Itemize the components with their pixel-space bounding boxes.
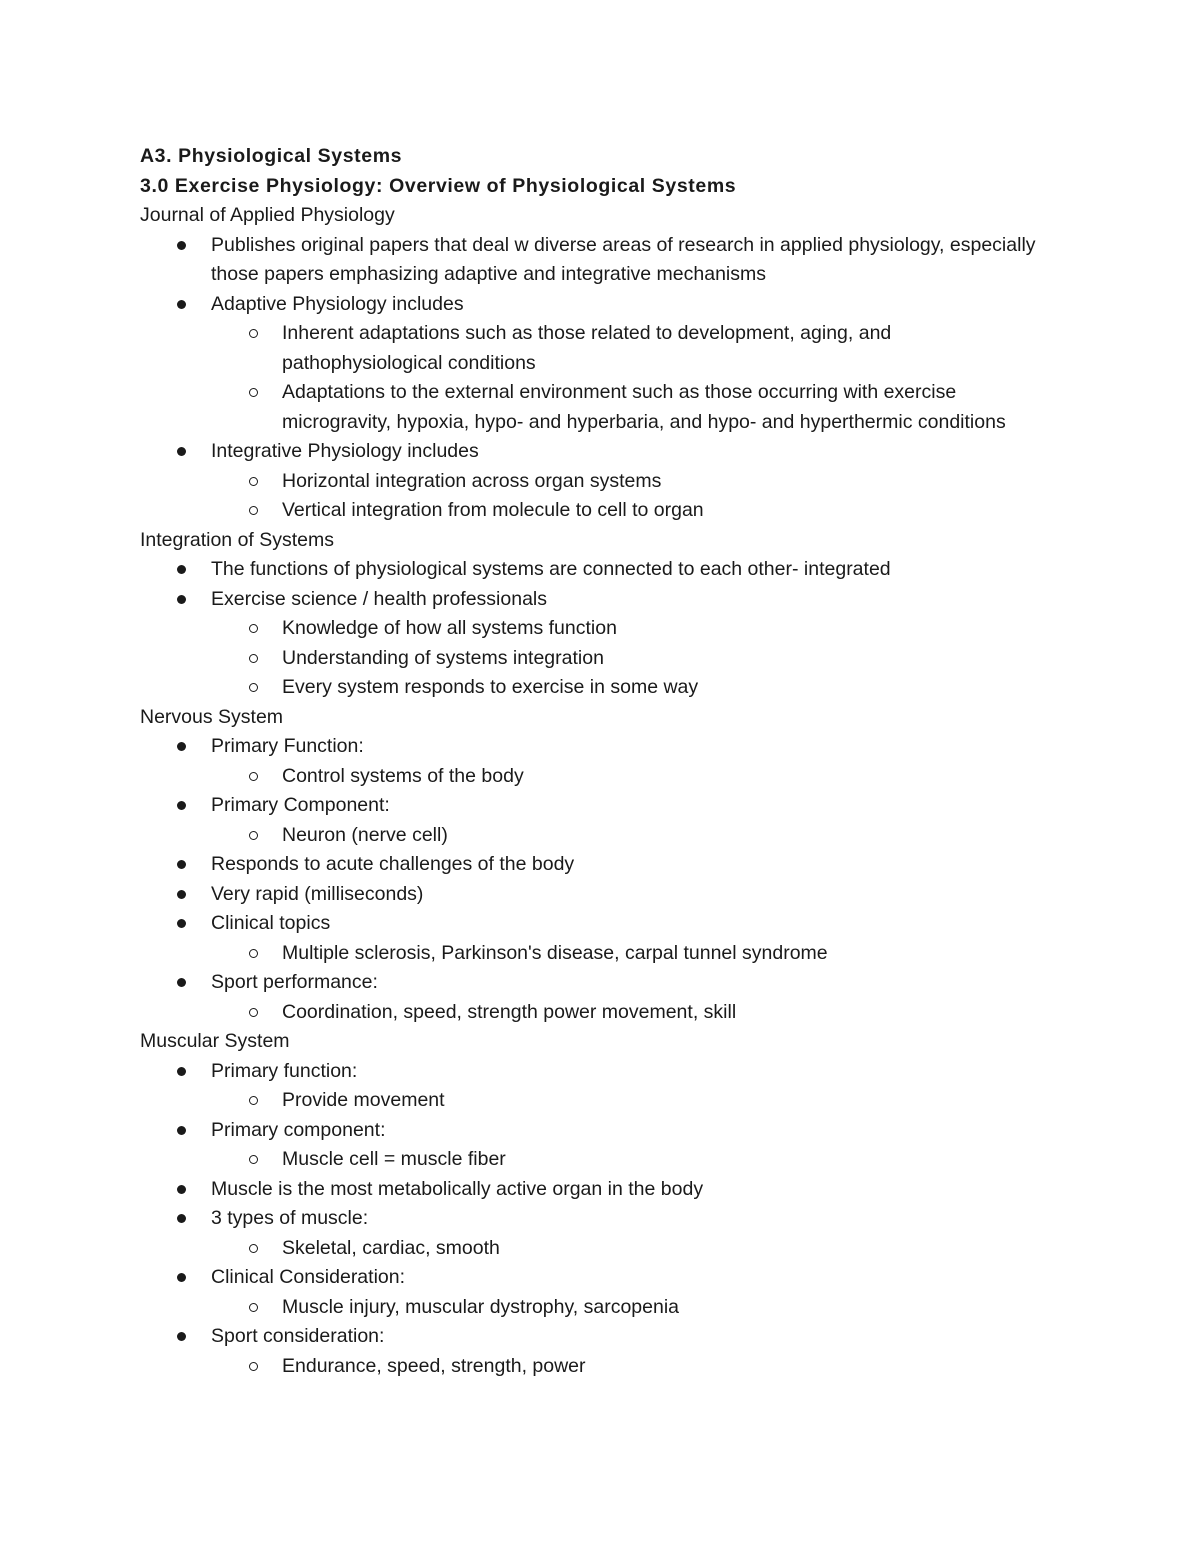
bullet-list [140, 1057, 1040, 1382]
sub-bullet-icon [249, 1234, 258, 1253]
sub-list-item-text: Endurance, speed, strength, power [282, 1354, 586, 1377]
sub-list-item [140, 1234, 1040, 1264]
sub-list-item [140, 1145, 1040, 1175]
sub-list-item [140, 1293, 1040, 1323]
list-item [140, 290, 1040, 320]
list-item-text: Primary Function: [211, 735, 364, 757]
sub-bullet-icon [249, 673, 258, 692]
list-item-text: Clinical Consideration: [211, 1266, 406, 1288]
list-item [140, 1263, 1040, 1293]
list-item-text: Primary Component: [211, 794, 390, 816]
bullet-icon [177, 791, 186, 810]
list-item-text: Sport consideration: [211, 1325, 385, 1347]
sub-list-item [140, 467, 1040, 497]
filled-circle-icon [177, 801, 186, 810]
hollow-circle-icon [249, 388, 258, 397]
list-item-text: The functions of physiological systems are connected to each other- integrated [211, 558, 891, 580]
sub-list-item-text: Provide movement [282, 1089, 445, 1111]
hollow-circle-icon [249, 624, 258, 633]
sub-bullet-icon [249, 1086, 258, 1105]
bullet-icon [177, 909, 186, 928]
bullet-icon [177, 437, 186, 456]
sub-list-item [140, 762, 1040, 792]
sub-bullet-icon [249, 939, 258, 958]
sub-bullet-icon [249, 467, 258, 486]
filled-circle-icon [177, 1067, 186, 1076]
bullet-list [140, 555, 1040, 703]
section-heading: Nervous System [140, 705, 284, 728]
list-item [140, 732, 1040, 762]
sub-list-item-text: Skeletal, cardiac, smooth [282, 1236, 500, 1259]
sub-list-item [140, 644, 1040, 674]
filled-circle-icon [177, 919, 186, 928]
sub-list-item-text: Muscle cell = muscle fiber [282, 1148, 506, 1170]
sub-list-item-text: Coordination, speed, strength power movement, skill [282, 1000, 737, 1023]
sub-list-item [140, 496, 1040, 526]
sub-list-item [140, 673, 1040, 703]
hollow-circle-icon [249, 1155, 258, 1164]
list-item-text: 3 types of muscle: [211, 1207, 369, 1229]
sub-list-item [140, 939, 1040, 969]
list-item-text: Publishes original papers that deal w diverse areas of research in applied physiology, especially those papers emphasizing adaptive and integrative mechanisms [211, 233, 1036, 285]
document-body [140, 141, 1040, 1381]
list-item-text: Adaptive Physiology includes [211, 292, 464, 315]
list-item-text: Exercise science / health professionals [211, 587, 548, 610]
sub-list-item-text: Neuron (nerve cell) [282, 823, 448, 846]
list-item [140, 909, 1040, 939]
filled-circle-icon [177, 595, 186, 604]
list-item [140, 1116, 1040, 1146]
section-heading: Journal of Applied Physiology [140, 204, 395, 226]
bullet-icon [177, 1204, 186, 1223]
sub-bullet-icon [249, 1293, 258, 1312]
bullet-icon [177, 1322, 186, 1341]
sub-bullet-icon [249, 762, 258, 781]
sub-bullet-icon [249, 1145, 258, 1164]
sub-list-item [140, 1352, 1040, 1382]
list-item [140, 555, 1040, 585]
hollow-circle-icon [249, 477, 258, 486]
filled-circle-icon [177, 978, 186, 987]
bullet-icon [177, 1175, 186, 1194]
sub-bullet-icon [249, 496, 258, 515]
document-title: A3. Physiological Systems [140, 145, 403, 167]
sub-bullet-icon [249, 614, 258, 633]
list-item-text: Primary component: [211, 1118, 386, 1141]
sub-list-item [140, 378, 1040, 437]
sub-bullet-icon [249, 319, 258, 338]
sub-list-item [140, 821, 1040, 851]
list-item [140, 437, 1040, 467]
hollow-circle-icon [249, 1096, 258, 1105]
sub-list-item-text: Knowledge of how all systems function [282, 617, 617, 639]
hollow-circle-icon [249, 654, 258, 663]
sub-bullet-icon [249, 998, 258, 1017]
list-item-text: Very rapid (milliseconds) [211, 882, 424, 905]
sub-bullet-icon [249, 644, 258, 663]
sub-list-item-text: Adaptations to the external environment such as those occurring with exercise microgravity, hypoxia, hypo- and hyperbaria, and hypo- and hyperthermic conditions [282, 381, 1006, 433]
hollow-circle-icon [249, 1244, 258, 1253]
filled-circle-icon [177, 890, 186, 899]
list-item [140, 791, 1040, 821]
filled-circle-icon [177, 1185, 186, 1194]
sub-list-item-text: Vertical integration from molecule to cell to organ [282, 499, 704, 521]
list-item [140, 231, 1040, 290]
hollow-circle-icon [249, 1303, 258, 1312]
list-item [140, 968, 1040, 998]
sub-bullet-icon [249, 378, 258, 397]
hollow-circle-icon [249, 831, 258, 840]
bullet-icon [177, 1057, 186, 1076]
hollow-circle-icon [249, 506, 258, 515]
sub-list-item-text: Muscle injury, muscular dystrophy, sarcopenia [282, 1295, 680, 1318]
filled-circle-icon [177, 300, 186, 309]
hollow-circle-icon [249, 329, 258, 338]
sub-list-item [140, 319, 1040, 378]
hollow-circle-icon [249, 1362, 258, 1371]
document-subtitle: 3.0 Exercise Physiology: Overview of Physiological Systems [140, 175, 737, 197]
list-item [140, 1204, 1040, 1234]
filled-circle-icon [177, 1214, 186, 1223]
sub-list-item [140, 614, 1040, 644]
list-item-text: Integrative Physiology includes [211, 440, 479, 462]
bullet-list [140, 732, 1040, 1027]
list-item [140, 1175, 1040, 1205]
bullet-icon [177, 585, 186, 604]
filled-circle-icon [177, 742, 186, 751]
sub-list-item-text: Understanding of systems integration [282, 646, 604, 669]
sub-list-item-text: Inherent adaptations such as those related to development, aging, and pathophysiological conditions [282, 322, 892, 374]
hollow-circle-icon [249, 772, 258, 781]
bullet-list [140, 231, 1040, 526]
hollow-circle-icon [249, 683, 258, 692]
bullet-icon [177, 880, 186, 899]
filled-circle-icon [177, 447, 186, 456]
bullet-icon [177, 231, 186, 250]
hollow-circle-icon [249, 1008, 258, 1017]
list-item [140, 585, 1040, 615]
sub-list-item-text: Control systems of the body [282, 764, 524, 787]
list-item [140, 850, 1040, 880]
filled-circle-icon [177, 565, 186, 574]
section-heading: Integration of Systems [140, 528, 335, 551]
list-item-text: Sport performance: [211, 971, 378, 993]
section-heading: Muscular System [140, 1030, 290, 1052]
sub-list-item [140, 1086, 1040, 1116]
bullet-icon [177, 732, 186, 751]
list-item-text: Muscle is the most metabolically active organ in the body [211, 1177, 704, 1200]
filled-circle-icon [177, 860, 186, 869]
bullet-icon [177, 968, 186, 987]
bullet-icon [177, 555, 186, 574]
list-item-text: Responds to acute challenges of the body [211, 853, 575, 875]
sub-bullet-icon [249, 1352, 258, 1371]
list-item-text: Primary function: [211, 1059, 358, 1082]
sub-bullet-icon [249, 821, 258, 840]
filled-circle-icon [177, 241, 186, 250]
list-item [140, 1057, 1040, 1087]
bullet-icon [177, 850, 186, 869]
bullet-icon [177, 1116, 186, 1135]
list-item [140, 1322, 1040, 1352]
bullet-icon [177, 290, 186, 309]
list-item [140, 880, 1040, 910]
bullet-icon [177, 1263, 186, 1282]
sub-list-item-text: Horizontal integration across organ systems [282, 469, 662, 492]
filled-circle-icon [177, 1273, 186, 1282]
list-item-text: Clinical topics [211, 912, 331, 934]
filled-circle-icon [177, 1126, 186, 1135]
filled-circle-icon [177, 1332, 186, 1341]
sub-list-item-text: Multiple sclerosis, Parkinson's disease, carpal tunnel syndrome [282, 941, 828, 964]
hollow-circle-icon [249, 949, 258, 958]
sub-list-item-text: Every system responds to exercise in some way [282, 676, 699, 698]
sub-list-item [140, 998, 1040, 1028]
